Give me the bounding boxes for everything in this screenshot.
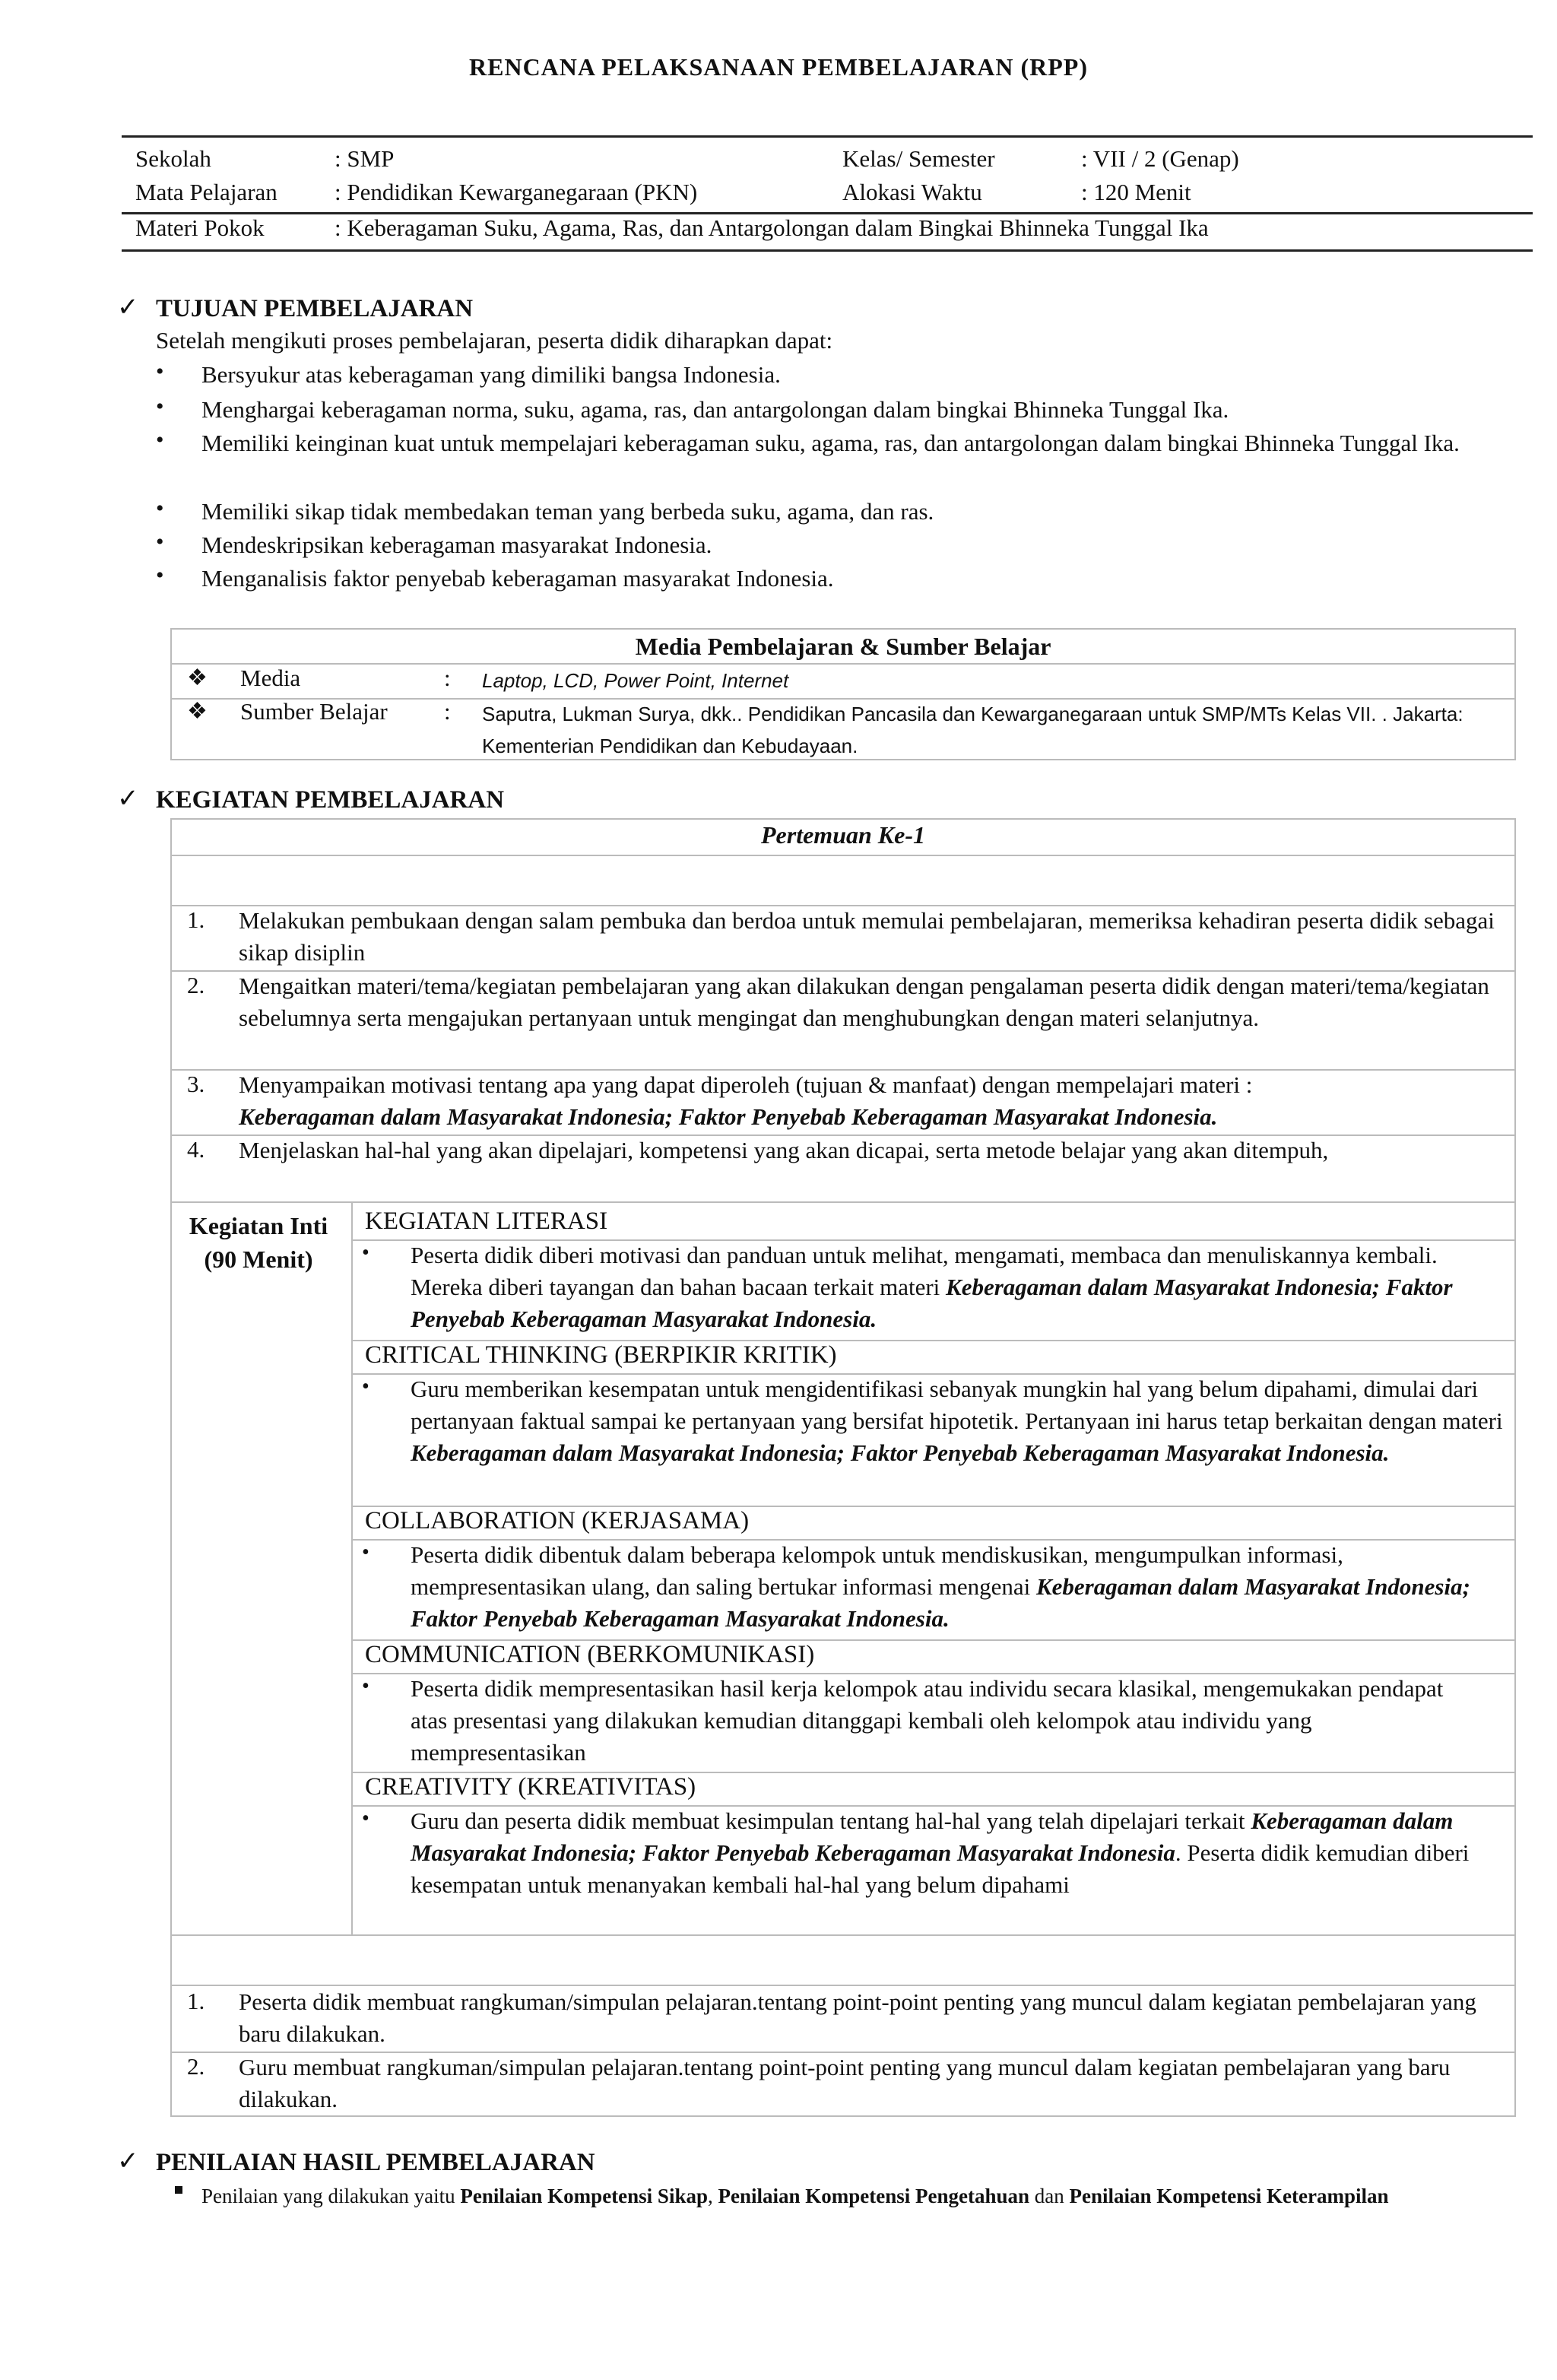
kelas-label: Kelas/ Semester	[842, 145, 995, 172]
tujuan-item: Menghargai keberagaman norma, suku, agama, ras, dan antargolongan dalam bingkai Bhinneka Tunggal Ika.	[201, 396, 1229, 423]
kegiatan-inti-label: Kegiatan Inti (90 Menit)	[189, 1212, 328, 1273]
inti-body: Peserta didik dibentuk dalam beberapa kelompok untuk mendiskusikan, mengumpulkan informasi, mempresentasikan ulang, dan saling bertukar informasi mengenai	[411, 1541, 1343, 1600]
section-kegiatan	[117, 785, 505, 814]
materi-label: Materi Pokok	[135, 214, 265, 241]
check-icon: ✓	[117, 294, 139, 322]
penilaian-text-c: dan	[1034, 2185, 1064, 2207]
kelas-value: : VII / 2 (Genap)	[1081, 145, 1239, 172]
inti-body: Guru dan peserta didik membuat kesimpulan tentang hal-hal yang telah dipelajari terkait	[411, 1807, 1245, 1834]
inti-subheading: COLLABORATION (KERJASAMA)	[365, 1507, 750, 1534]
inti-body: Guru memberikan kesempatan untuk mengidentifikasi sebanyak mungkin hal yang belum dipahami, dimulai dari pertanyaan faktual sampai ke pertanyaan yang bersifat hipotetik. Pertanyaan ini harus tetap berkaitan dengan materi	[411, 1376, 1503, 1434]
bullet-icon: •	[362, 1807, 369, 1830]
divider	[122, 249, 1533, 252]
media-table	[170, 628, 1516, 760]
bullet-icon: •	[156, 496, 164, 521]
penilaian-keterampilan: Penilaian Kompetensi Keterampilan	[1069, 2185, 1389, 2207]
identity-row	[122, 138, 1533, 176]
divider	[172, 663, 1514, 665]
mapel-label: Mata Pelajaran	[135, 179, 277, 205]
item-number: 1.	[187, 906, 205, 933]
item-number: 1.	[187, 1988, 205, 2014]
colon: :	[444, 698, 451, 725]
document-title: RENCANA PELAKSANAAN PEMBELAJARAN (RPP)	[469, 53, 1088, 81]
mapel-value: : Pendidikan Kewarganegaraan (PKN)	[335, 179, 698, 205]
activities-table	[170, 818, 1516, 2117]
inti-materi: Keberagaman dalam Masyarakat Indonesia; Faktor Penyebab Keberagaman Masyarakat Indonesia	[411, 1807, 1454, 1866]
media-table-title: Media Pembelajaran & Sumber Belajar	[635, 633, 1051, 660]
sekolah-label: Sekolah	[135, 145, 211, 172]
item-number: 4.	[187, 1136, 205, 1163]
penilaian-text-a: Penilaian yang dilakukan yaitu	[201, 2185, 455, 2207]
pertemuan-title: Pertemuan Ke-1	[761, 821, 925, 849]
divider	[172, 1934, 1514, 1936]
pendahuluan-text: Menyampaikan motivasi tentang apa yang dapat diperoleh (tujuan & manfaat) dengan mempelajari materi :	[239, 1071, 1253, 1098]
penilaian-text	[201, 2179, 1524, 2213]
penilaian-sikap: Penilaian Kompetensi Sikap	[460, 2185, 708, 2207]
inti-subheading: COMMUNICATION (BERKOMUNIKASI)	[365, 1641, 815, 1668]
divider	[172, 1201, 1514, 1203]
divider	[172, 855, 1514, 856]
bullet-icon: •	[156, 529, 164, 554]
section-heading: TUJUAN PEMBELAJARAN	[156, 295, 474, 322]
item-number: 3.	[187, 1071, 205, 1097]
tujuan-item: Bersyukur atas keberagaman yang dimiliki bangsa Indonesia.	[201, 361, 781, 388]
inti-body: Peserta didik diberi motivasi dan panduan untuk melihat, mengamati, membaca dan menuliskannya kembali. Mereka diberi tayangan dan bahan bacaan terkait materi	[411, 1242, 1438, 1300]
inti-materi: Keberagaman dalam Masyarakat Indonesia; Faktor Penyebab Keberagaman Masyarakat Indonesia.	[411, 1573, 1470, 1632]
colon: :	[444, 665, 451, 691]
sumber-label: Sumber Belajar	[240, 698, 388, 725]
bullet-icon: •	[362, 1375, 369, 1398]
bullet-icon: •	[156, 563, 164, 588]
inti-subheading: CREATIVITY (KREATIVITAS)	[365, 1773, 696, 1801]
tujuan-item: Mendeskripsikan keberagaman masyarakat Indonesia.	[201, 532, 712, 558]
section-tujuan	[117, 294, 474, 323]
section-heading: KEGIATAN PEMBELAJARAN	[156, 786, 505, 814]
inti-after: . Peserta didik kemudian diberi kesempatan untuk menanyakan kembali hal-hal yang belum dipahami	[411, 1839, 1470, 1898]
diamond-icon: ❖	[187, 665, 208, 690]
identity-table	[122, 135, 1533, 252]
identity-row	[122, 214, 1533, 249]
identity-row	[122, 176, 1533, 214]
bullet-icon: •	[362, 1674, 369, 1698]
penilaian-pengetahuan: Penilaian Kompetensi Pengetahuan	[718, 2185, 1030, 2207]
section-penilaian	[117, 2147, 595, 2177]
bullet-icon: •	[156, 394, 164, 419]
pendahuluan-item: Menjelaskan hal-hal yang akan dipelajari, kompetensi yang akan dicapai, serta metode belajar yang akan ditempuh,	[239, 1137, 1329, 1163]
pendahuluan-item: Mengaitkan materi/tema/kegiatan pembelajaran yang akan dilakukan dengan pengalaman peserta didik dengan materi/tema/kegiatan sebelumnya serta mengajukan pertanyaan untuk mengingat dan menghubungkan dengan materi selanjutnya.	[239, 973, 1489, 1031]
media-value: Laptop, LCD, Power Point, Internet	[482, 669, 789, 692]
bullet-icon: •	[156, 359, 164, 384]
penilaian-text-b: ,	[707, 2185, 713, 2207]
penutup-item: Peserta didik membuat rangkuman/simpulan pelajaran.tentang point-point penting yang muncul dalam kegiatan pembelajaran yang baru dilakukan.	[239, 1988, 1476, 2047]
inti-text: Peserta didik mempresentasikan hasil kerja kelompok atau individu secara klasikal, mengemukakan pendapat atas presentasi yang dilakukan kemudian ditanggapi kembali oleh kelompok atau individu yang mempresentasikan	[411, 1675, 1444, 1766]
item-number: 2.	[187, 2053, 205, 2080]
check-icon: ✓	[117, 2147, 139, 2175]
inti-text	[411, 1373, 1505, 1469]
square-bullet-icon	[175, 2186, 182, 2194]
tujuan-item: Memiliki keinginan kuat untuk mempelajari keberagaman suku, agama, ras, dan antargolongan dalam bingkai Bhinneka Tunggal Ika.	[201, 430, 1460, 456]
check-icon: ✓	[117, 785, 139, 813]
pendahuluan-item	[239, 1069, 1501, 1133]
divider	[351, 1201, 353, 1934]
pendahuluan-materi: Keberagaman dalam Masyarakat Indonesia; Faktor Penyebab Keberagaman Masyarakat Indonesia.	[239, 1103, 1218, 1130]
bullet-icon: •	[362, 1541, 369, 1564]
bullet-icon: •	[362, 1241, 369, 1265]
pendahuluan-item: Melakukan pembukaan dengan salam pembuka dan berdoa untuk memulai pembelajaran, memeriksa kehadiran peserta didik sebagai sikap disiplin	[239, 907, 1495, 966]
tujuan-item: Menganalisis faktor penyebab keberagaman masyarakat Indonesia.	[201, 565, 834, 592]
inti-subheading: CRITICAL THINKING (BERPIKIR KRITIK)	[365, 1341, 837, 1369]
penutup-item: Guru membuat rangkuman/simpulan pelajaran.tentang point-point penting yang muncul dalam kegiatan pembelajaran yang baru dilakukan.	[239, 2054, 1451, 2112]
inti-subheading: KEGIATAN LITERASI	[365, 1207, 608, 1235]
materi-value: : Keberagaman Suku, Agama, Ras, dan Antargolongan dalam Bingkai Bhinneka Tunggal Ika	[335, 214, 1209, 241]
section-heading: PENILAIAN HASIL PEMBELAJARAN	[156, 2149, 595, 2176]
inti-text	[411, 1805, 1505, 1901]
tujuan-item: Memiliki sikap tidak membedakan teman yang berbeda suku, agama, dan ras.	[201, 498, 934, 525]
inti-materi: Keberagaman dalam Masyarakat Indonesia; Faktor Penyebab Keberagaman Masyarakat Indonesia.	[411, 1274, 1453, 1332]
alokasi-label: Alokasi Waktu	[842, 179, 982, 205]
item-number: 2.	[187, 972, 205, 998]
tujuan-intro: Setelah mengikuti proses pembelajaran, peserta didik diharapkan dapat:	[156, 327, 833, 354]
bullet-icon: •	[156, 427, 164, 452]
diamond-icon: ❖	[187, 699, 208, 724]
inti-text	[411, 1539, 1513, 1635]
media-label: Media	[240, 665, 301, 691]
alokasi-value: : 120 Menit	[1081, 179, 1191, 205]
sumber-value: Saputra, Lukman Surya, dkk.. Pendidikan Pancasila dan Kewarganegaraan untuk SMP/MTs Kelas VII. . Jakarta: Kementerian Pendidikan dan Kebudayaan.	[482, 703, 1463, 757]
inti-text	[411, 1239, 1498, 1335]
inti-materi: Keberagaman dalam Masyarakat Indonesia; Faktor Penyebab Keberagaman Masyarakat Indonesia.	[411, 1439, 1390, 1466]
sekolah-value: : SMP	[335, 145, 395, 172]
